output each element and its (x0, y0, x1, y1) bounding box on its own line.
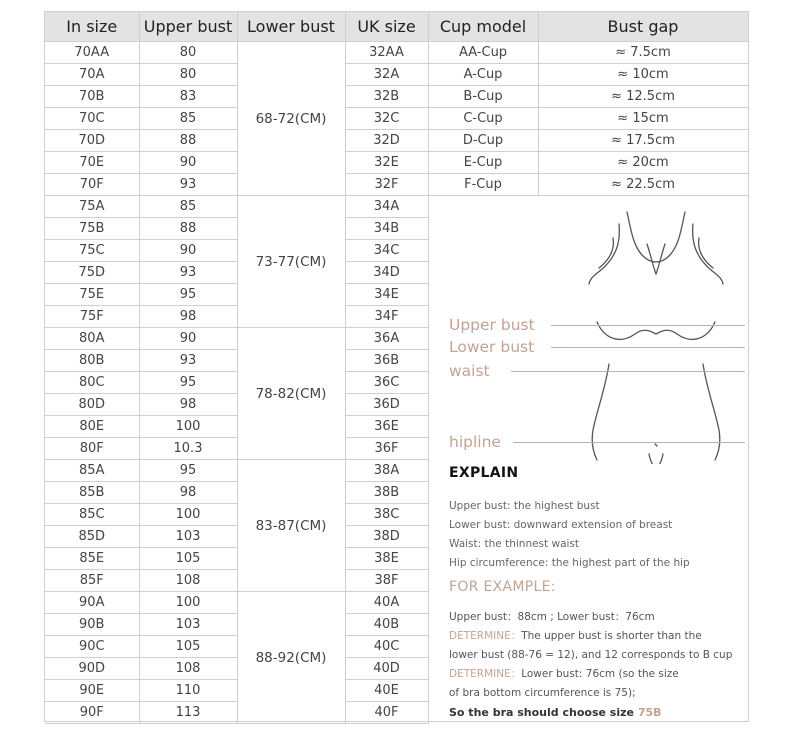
cell-uk-size: 36E (345, 416, 428, 438)
example-measurements: Upper bust：88cm ; Lower bust：76cm (449, 611, 655, 623)
cell-in-size: 90A (45, 592, 139, 614)
cell-lower-bust: 78-82(CM) (237, 328, 345, 460)
cell-upper-bust: 95 (139, 372, 237, 394)
cell-uk-size: 38A (345, 460, 428, 482)
definition-lower-bust: Lower bust: downward extension of breast (449, 519, 673, 531)
cell-uk-size: 38C (345, 504, 428, 526)
cell-in-size: 90D (45, 658, 139, 680)
header-lower-bust: Lower bust (237, 12, 345, 42)
cell-upper-bust: 100 (139, 504, 237, 526)
cell-upper-bust: 105 (139, 636, 237, 658)
cell-upper-bust: 108 (139, 570, 237, 592)
cell-bust-gap: ≈ 17.5cm (538, 130, 748, 152)
table-row (45, 108, 748, 130)
cell-uk-size: 36A (345, 328, 428, 350)
definition-waist: Waist: the thinnest waist (449, 538, 580, 550)
cell-upper-bust: 80 (139, 42, 237, 64)
cell-upper-bust: 90 (139, 328, 237, 350)
cell-uk-size: 32A (345, 64, 428, 86)
cell-cup-model: B-Cup (428, 86, 538, 108)
cell-in-size: 80B (45, 350, 139, 372)
cell-in-size: 70A (45, 64, 139, 86)
cell-upper-bust: 85 (139, 108, 237, 130)
cell-in-size: 85E (45, 548, 139, 570)
cell-uk-size: 38F (345, 570, 428, 592)
cell-in-size: 75A (45, 196, 139, 218)
cell-uk-size: 38D (345, 526, 428, 548)
table-row (45, 86, 748, 108)
example-determine-2 (449, 665, 745, 684)
cell-uk-size: 36D (345, 394, 428, 416)
cell-uk-size: 32E (345, 152, 428, 174)
cell-uk-size: 36B (345, 350, 428, 372)
table-row (45, 130, 748, 152)
cell-in-size: 90E (45, 680, 139, 702)
definition-hip: Hip circumference: the highest part of the hip (449, 557, 690, 569)
cell-in-size: 70F (45, 174, 139, 196)
upper-bust-line (551, 325, 745, 326)
cell-uk-size: 36C (345, 372, 428, 394)
table-row (45, 42, 748, 64)
cell-in-size: 75B (45, 218, 139, 240)
hipline-line (513, 442, 745, 443)
conclusion-size: 75B (637, 706, 662, 719)
cell-upper-bust: 108 (139, 658, 237, 680)
cell-upper-bust: 10.3 (139, 438, 237, 460)
cell-upper-bust: 98 (139, 394, 237, 416)
cell-upper-bust: 110 (139, 680, 237, 702)
cell-in-size: 75D (45, 262, 139, 284)
cell-upper-bust: 83 (139, 86, 237, 108)
lower-bust-label: Lower bust (449, 338, 535, 356)
cell-in-size: 85D (45, 526, 139, 548)
cell-in-size: 90B (45, 614, 139, 636)
cell-uk-size: 40A (345, 592, 428, 614)
cell-in-size: 75F (45, 306, 139, 328)
cell-uk-size: 32AA (345, 42, 428, 64)
cell-upper-bust: 98 (139, 482, 237, 504)
cell-upper-bust: 93 (139, 350, 237, 372)
cell-in-size: 85C (45, 504, 139, 526)
example-band-calc: of bra bottom circumference is 75); (449, 687, 636, 699)
definition-upper-bust: Upper bust: the highest bust (449, 500, 600, 512)
explain-heading: EXPLAIN (449, 465, 519, 481)
example-cup-calc: lower bust (88-76 = 12), and 12 corresponds to B cup (449, 649, 733, 661)
cell-in-size: 85B (45, 482, 139, 504)
cell-uk-size: 34A (345, 196, 428, 218)
cell-in-size: 80F (45, 438, 139, 460)
determine-text: Lower bust: 76cm (so the size (521, 668, 679, 680)
lower-bust-line (551, 347, 745, 348)
waist-line (511, 371, 745, 372)
cell-in-size: 70E (45, 152, 139, 174)
cell-in-size: 80A (45, 328, 139, 350)
cell-upper-bust: 93 (139, 174, 237, 196)
cell-upper-bust: 90 (139, 152, 237, 174)
header-row (45, 12, 748, 42)
waist-label: waist (449, 362, 490, 380)
header-bust-gap: Bust gap (538, 12, 748, 42)
determine-label: DETERMINE： (449, 630, 522, 642)
cell-upper-bust: 98 (139, 306, 237, 328)
cell-lower-bust: 68-72(CM) (237, 42, 345, 196)
cell-uk-size: 40C (345, 636, 428, 658)
header-upper-bust: Upper bust (139, 12, 237, 42)
cell-cup-model: F-Cup (428, 174, 538, 196)
cell-uk-size: 32F (345, 174, 428, 196)
conclusion-text: So the bra should choose size (449, 706, 634, 719)
cell-uk-size: 40D (345, 658, 428, 680)
cell-uk-size: 40F (345, 702, 428, 724)
cell-upper-bust: 95 (139, 284, 237, 306)
cell-in-size: 90F (45, 702, 139, 724)
cell-upper-bust: 93 (139, 262, 237, 284)
cell-bust-gap: ≈ 22.5cm (538, 174, 748, 196)
cell-uk-size: 34D (345, 262, 428, 284)
size-chart (44, 11, 749, 722)
cell-upper-bust: 90 (139, 240, 237, 262)
cell-uk-size: 32B (345, 86, 428, 108)
cell-upper-bust: 100 (139, 592, 237, 614)
cell-lower-bust: 73-77(CM) (237, 196, 345, 328)
cell-uk-size: 38B (345, 482, 428, 504)
cell-in-size: 70C (45, 108, 139, 130)
cell-in-size: 75E (45, 284, 139, 306)
cell-cup-model: D-Cup (428, 130, 538, 152)
cell-bust-gap: ≈ 10cm (538, 64, 748, 86)
cell-bust-gap: ≈ 12.5cm (538, 86, 748, 108)
header-cup-model: Cup model (428, 12, 538, 42)
cell-lower-bust: 83-87(CM) (237, 460, 345, 592)
cell-in-size: 80E (45, 416, 139, 438)
cell-cup-model: C-Cup (428, 108, 538, 130)
cell-uk-size: 34B (345, 218, 428, 240)
cell-uk-size: 32D (345, 130, 428, 152)
header-in-size: In size (45, 12, 139, 42)
table-row (45, 152, 748, 174)
cell-bust-gap: ≈ 15cm (538, 108, 748, 130)
example-determine-1 (449, 627, 745, 646)
measurement-guide (427, 194, 747, 720)
cell-in-size: 85F (45, 570, 139, 592)
cell-uk-size: 36F (345, 438, 428, 460)
header-uk-size: UK size (345, 12, 428, 42)
explain-definitions (449, 497, 690, 573)
cell-upper-bust: 105 (139, 548, 237, 570)
cell-upper-bust: 85 (139, 196, 237, 218)
cell-lower-bust: 88-92(CM) (237, 592, 345, 724)
cell-in-size: 70B (45, 86, 139, 108)
cell-uk-size: 40B (345, 614, 428, 636)
cell-in-size: 75C (45, 240, 139, 262)
cell-upper-bust: 103 (139, 526, 237, 548)
table-row (45, 64, 748, 86)
cell-upper-bust: 100 (139, 416, 237, 438)
table-row (45, 174, 748, 196)
example-body (449, 608, 745, 722)
cell-cup-model: E-Cup (428, 152, 538, 174)
cell-uk-size: 34F (345, 306, 428, 328)
cell-upper-bust: 113 (139, 702, 237, 724)
upper-bust-label: Upper bust (449, 316, 535, 334)
cell-uk-size: 32C (345, 108, 428, 130)
cell-uk-size: 34E (345, 284, 428, 306)
cell-in-size: 85A (45, 460, 139, 482)
cell-cup-model: AA-Cup (428, 42, 538, 64)
cell-in-size: 70D (45, 130, 139, 152)
cell-uk-size: 40E (345, 680, 428, 702)
body-outline-illustration (575, 194, 745, 464)
cell-upper-bust: 95 (139, 460, 237, 482)
cell-upper-bust: 88 (139, 218, 237, 240)
cell-upper-bust: 103 (139, 614, 237, 636)
example-heading: FOR EXAMPLE: (449, 579, 556, 595)
cell-in-size: 80D (45, 394, 139, 416)
determine-text: The upper bust is shorter than the (521, 630, 702, 642)
cell-in-size: 80C (45, 372, 139, 394)
cell-upper-bust: 88 (139, 130, 237, 152)
cell-in-size: 70AA (45, 42, 139, 64)
determine-label: DETERMINE： (449, 668, 522, 680)
hipline-label: hipline (449, 433, 501, 451)
cell-in-size: 90C (45, 636, 139, 658)
cell-uk-size: 34C (345, 240, 428, 262)
cell-bust-gap: ≈ 20cm (538, 152, 748, 174)
cell-uk-size: 38E (345, 548, 428, 570)
cell-upper-bust: 80 (139, 64, 237, 86)
example-conclusion (449, 703, 745, 722)
cell-cup-model: A-Cup (428, 64, 538, 86)
cell-bust-gap: ≈ 7.5cm (538, 42, 748, 64)
